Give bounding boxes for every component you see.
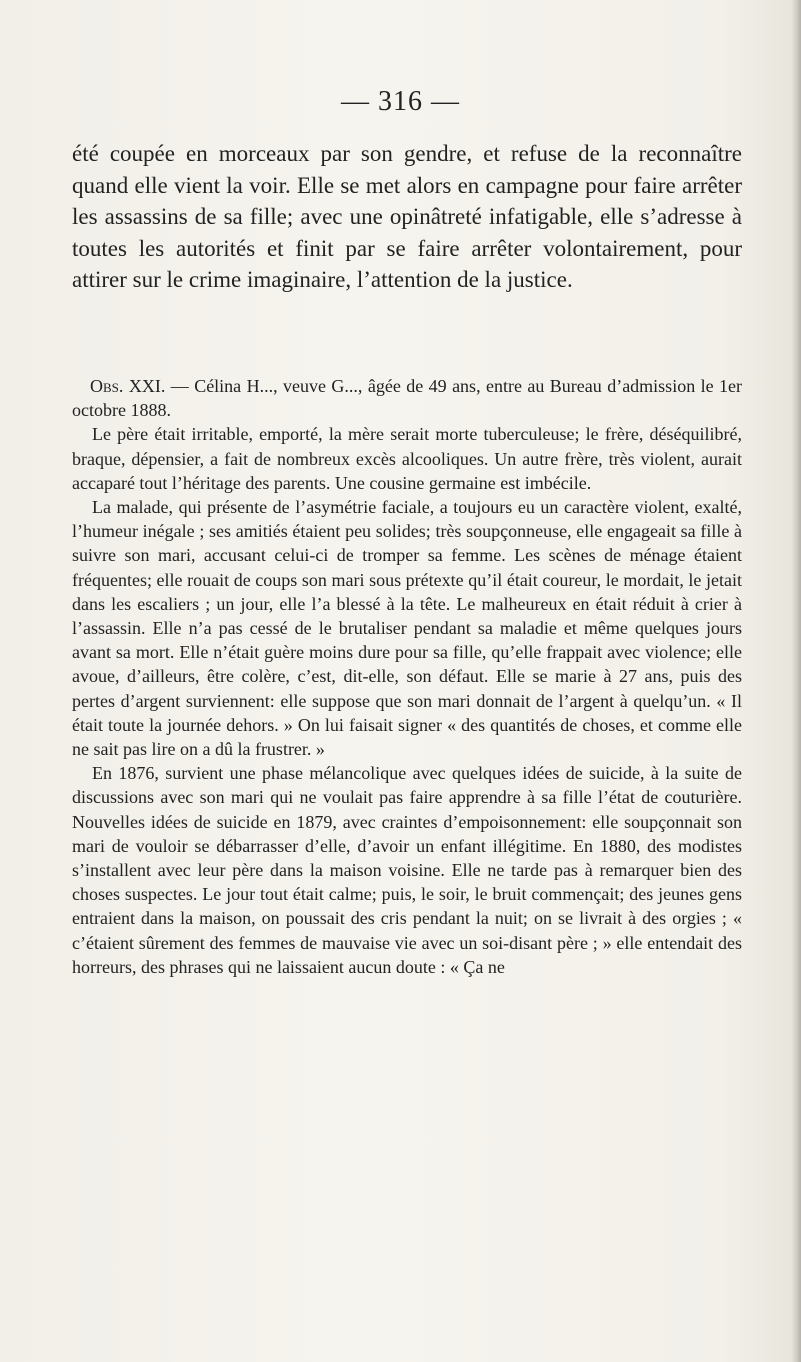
observation-paragraph-1: Le père était irritable, emporté, la mère serait morte tuberculeuse; le frère, déséquilibré, braque, dépensier, a fait de nombreux excès alcooliques. Un autre frère, très violent, aurait accaparé tout l’héritage des parents. Une cousine germaine est imbécile.: [72, 424, 742, 493]
page-number: — 316 —: [341, 86, 460, 117]
lead-paragraph: [72, 138, 742, 296]
observation-intro-text: — Célina H..., veuve G..., âgée de 49 ans, entre au Bureau d’admission le 1er octobre 1888.: [72, 376, 743, 421]
observation-section: [72, 374, 742, 979]
observation-intro: [72, 374, 742, 422]
observation-paragraph-3: En 1876, survient une phase mélancolique avec quelques idées de suicide, à la suite de discussions avec son mari qui ne voulait pas faire apprendre à sa fille l’état de couturière. Nouvelles idées de suicide en 1879, avec craintes d’empoisonnement: elle soupçonnait son mari de vouloir se débarrasser d’elle, d’avoir un enfant illégitime. En 1880, des modistes s’installent avec leur père dans la maison voisine. Elle ne tarde pas à remarquer bien des choses suspectes. Le jour tout était calme; puis, le soir, le bruit commençait; des jeunes gens entraient dans la maison, on poussait des cris pendant la nuit; on se livrait à des orgies ; « c’étaient sûrement des femmes de mauvaise vie avec un soi-disant père ; » elle entendait des horreurs, des phrases qui ne laissaient aucun doute : « Ça ne: [72, 763, 742, 977]
lead-text: été coupée en morceaux par son gendre, et refuse de la reconnaître quand elle vient la voir. Elle se met alors en campagne pour faire arrêter les assassins de sa fille; avec une opinâtreté infatigable, elle s’adresse à toutes les autorités et finit par se faire arrêter volontairement, pour attirer sur le crime imaginaire, l’attention de la justice.: [72, 141, 742, 292]
page-edge-shadow: [791, 0, 801, 1362]
observation-paragraph-2: La malade, qui présente de l’asymétrie faciale, a toujours eu un caractère violent, exalté, l’humeur inégale ; ses amitiés étaient peu solides; très soupçonneuse, elle engageait sa fille à suivre son mari, accusant celui-ci de tromper sa femme. Les scènes de ménage étaient fréquentes; elle rouait de coups son mari sous prétexte qu’il était coureur, le mordait, le jetait dans les escaliers ; un jour, elle l’a blessé à la tête. Le malheureux en était réduit à crier à l’assassin. Elle n’a pas cessé de le brutaliser pendant sa maladie et même quelques jours avant sa mort. Elle n’était guère moins dure pour sa fille, qu’elle frappait avec violence; elle avoue, d’ailleurs, être colère, c’est, dit-elle, son défaut. Elle se marie à 27 ans, puis des pertes d’argent surviennent: elle suppose que son mari donnait de l’argent à quelqu’un. « Il était toute la journée dehors. » On lui faisait signer « des quantités de choses, et comme elle ne sait pas lire on a dû la frustrer. »: [72, 497, 742, 760]
observation-label: Obs. XXI.: [90, 376, 166, 396]
